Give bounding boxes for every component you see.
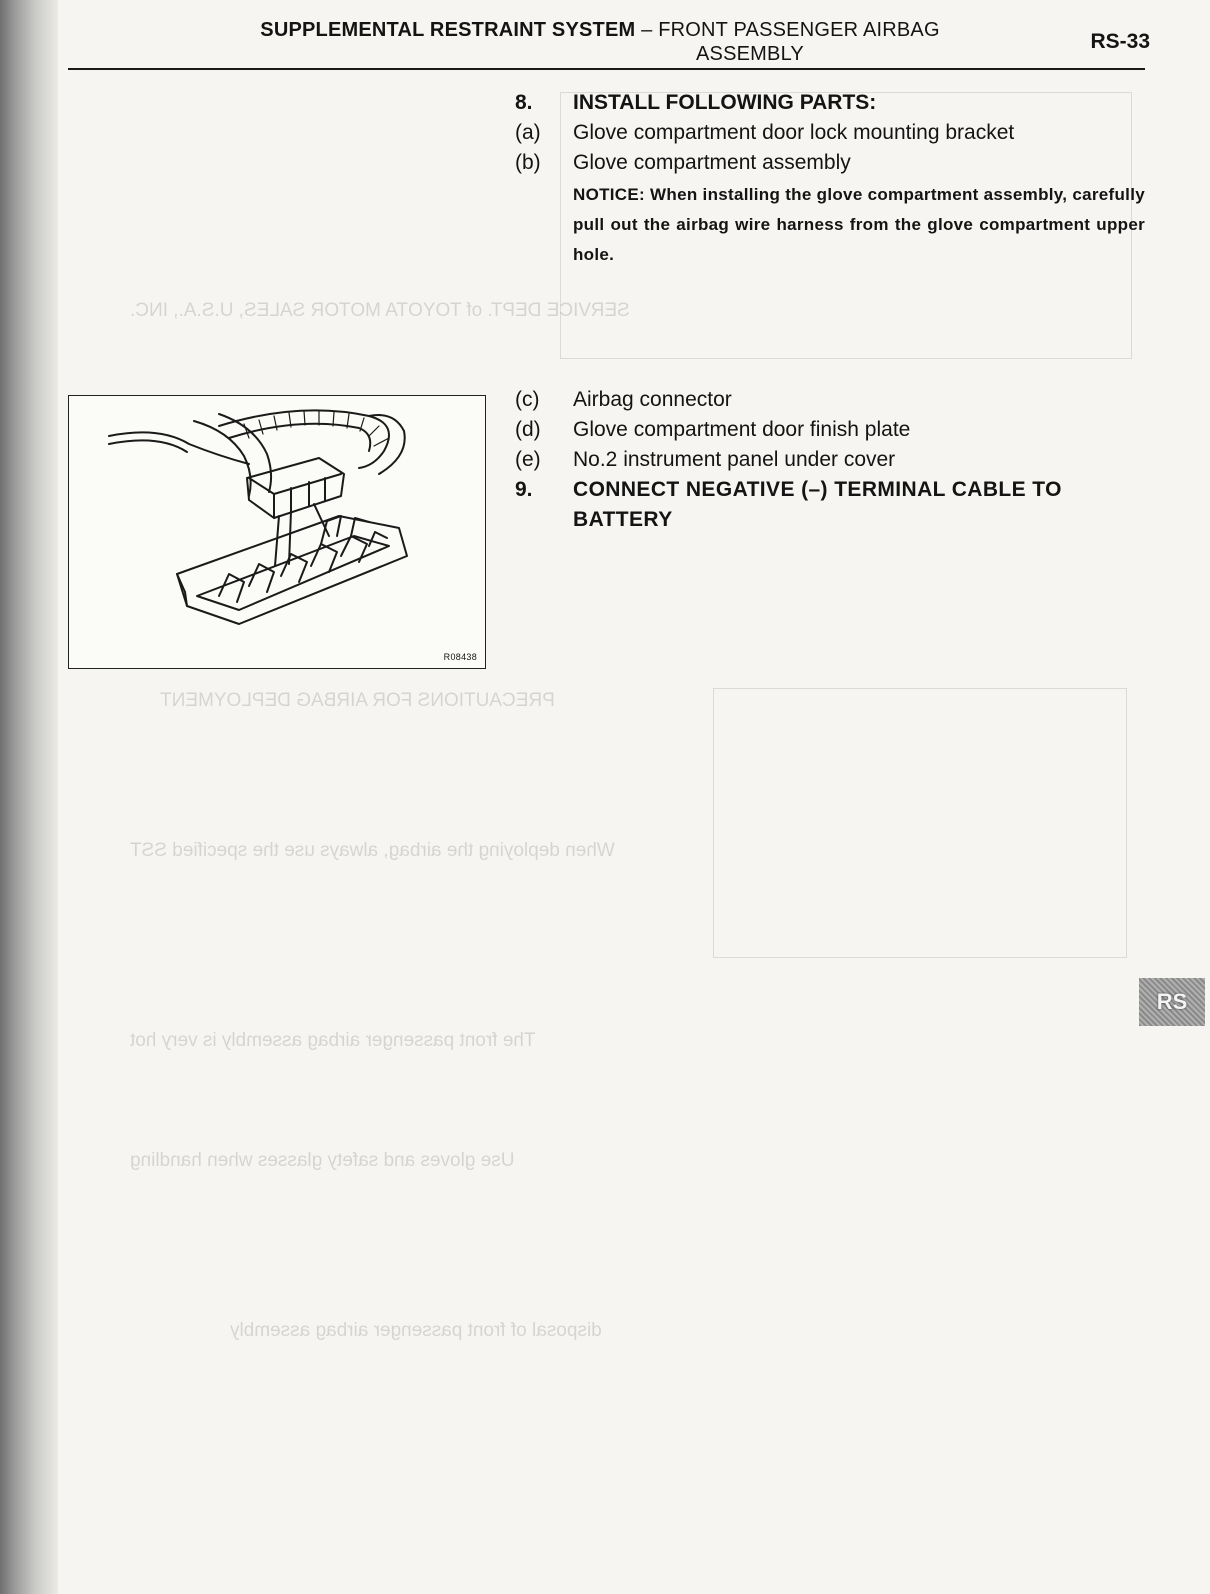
ghost-text: The front passenger airbag assembly is very hot	[130, 1030, 536, 1051]
step-text: CONNECT NEGATIVE (–) TERMINAL CABLE TO BATTERY	[573, 478, 1062, 531]
header-title-rest-1: FRONT PASSENGER AIRBAG	[658, 19, 940, 41]
page-header-title	[200, 18, 1000, 66]
page-code: RS-33	[1090, 30, 1150, 53]
substep-text: Glove compartment door finish plate	[573, 418, 911, 441]
header-title-rest-2: ASSEMBLY	[696, 43, 804, 65]
step-number: 8.	[515, 91, 533, 114]
header-title-bold: SUPPLEMENTAL RESTRAINT SYSTEM	[260, 19, 636, 41]
substep-letter: (e)	[515, 448, 541, 471]
ghost-text: Use gloves and safety glasses when handling	[130, 1150, 515, 1171]
substep-text: Glove compartment door lock mounting bracket	[573, 121, 1015, 144]
substep-letter: (b)	[515, 151, 541, 174]
ghost-text: When deploying the airbag, always use the specified SST	[130, 840, 615, 861]
figure-code: R08438	[443, 652, 477, 662]
header-rule	[68, 68, 1145, 70]
ghost-text: PRECAUTIONS FOR AIRBAG DEPLOYMENT	[160, 690, 555, 711]
ghost-text: disposal of front passenger airbag assembly	[230, 1320, 602, 1341]
step-text: INSTALL FOLLOWING PARTS:	[573, 91, 877, 114]
notice-text: NOTICE: When installing the glove compartment assembly, carefully pull out the airbag wire harness from the glove compartment upper hole.	[573, 185, 1145, 264]
substep-letter: (d)	[515, 418, 541, 441]
substep-letter: (a)	[515, 121, 541, 144]
substep-text: Airbag connector	[573, 388, 732, 411]
step-number: 9.	[515, 478, 533, 501]
connector-illustration	[68, 395, 486, 669]
substep-text: No.2 instrument panel under cover	[573, 448, 896, 471]
substep-text: Glove compartment assembly	[573, 151, 851, 174]
section-tab-label: RS	[1156, 989, 1188, 1014]
ghost-figure-box	[713, 688, 1127, 958]
header-title-dash: –	[635, 19, 659, 41]
page-binding-shadow	[0, 0, 58, 1594]
ghost-text: SERVICE DEPT. of TOYOTA MOTOR SALES, U.S.A., INC.	[130, 300, 630, 321]
section-tab	[1139, 978, 1205, 1026]
connector-drawing	[69, 396, 485, 668]
substep-letter: (c)	[515, 388, 540, 411]
